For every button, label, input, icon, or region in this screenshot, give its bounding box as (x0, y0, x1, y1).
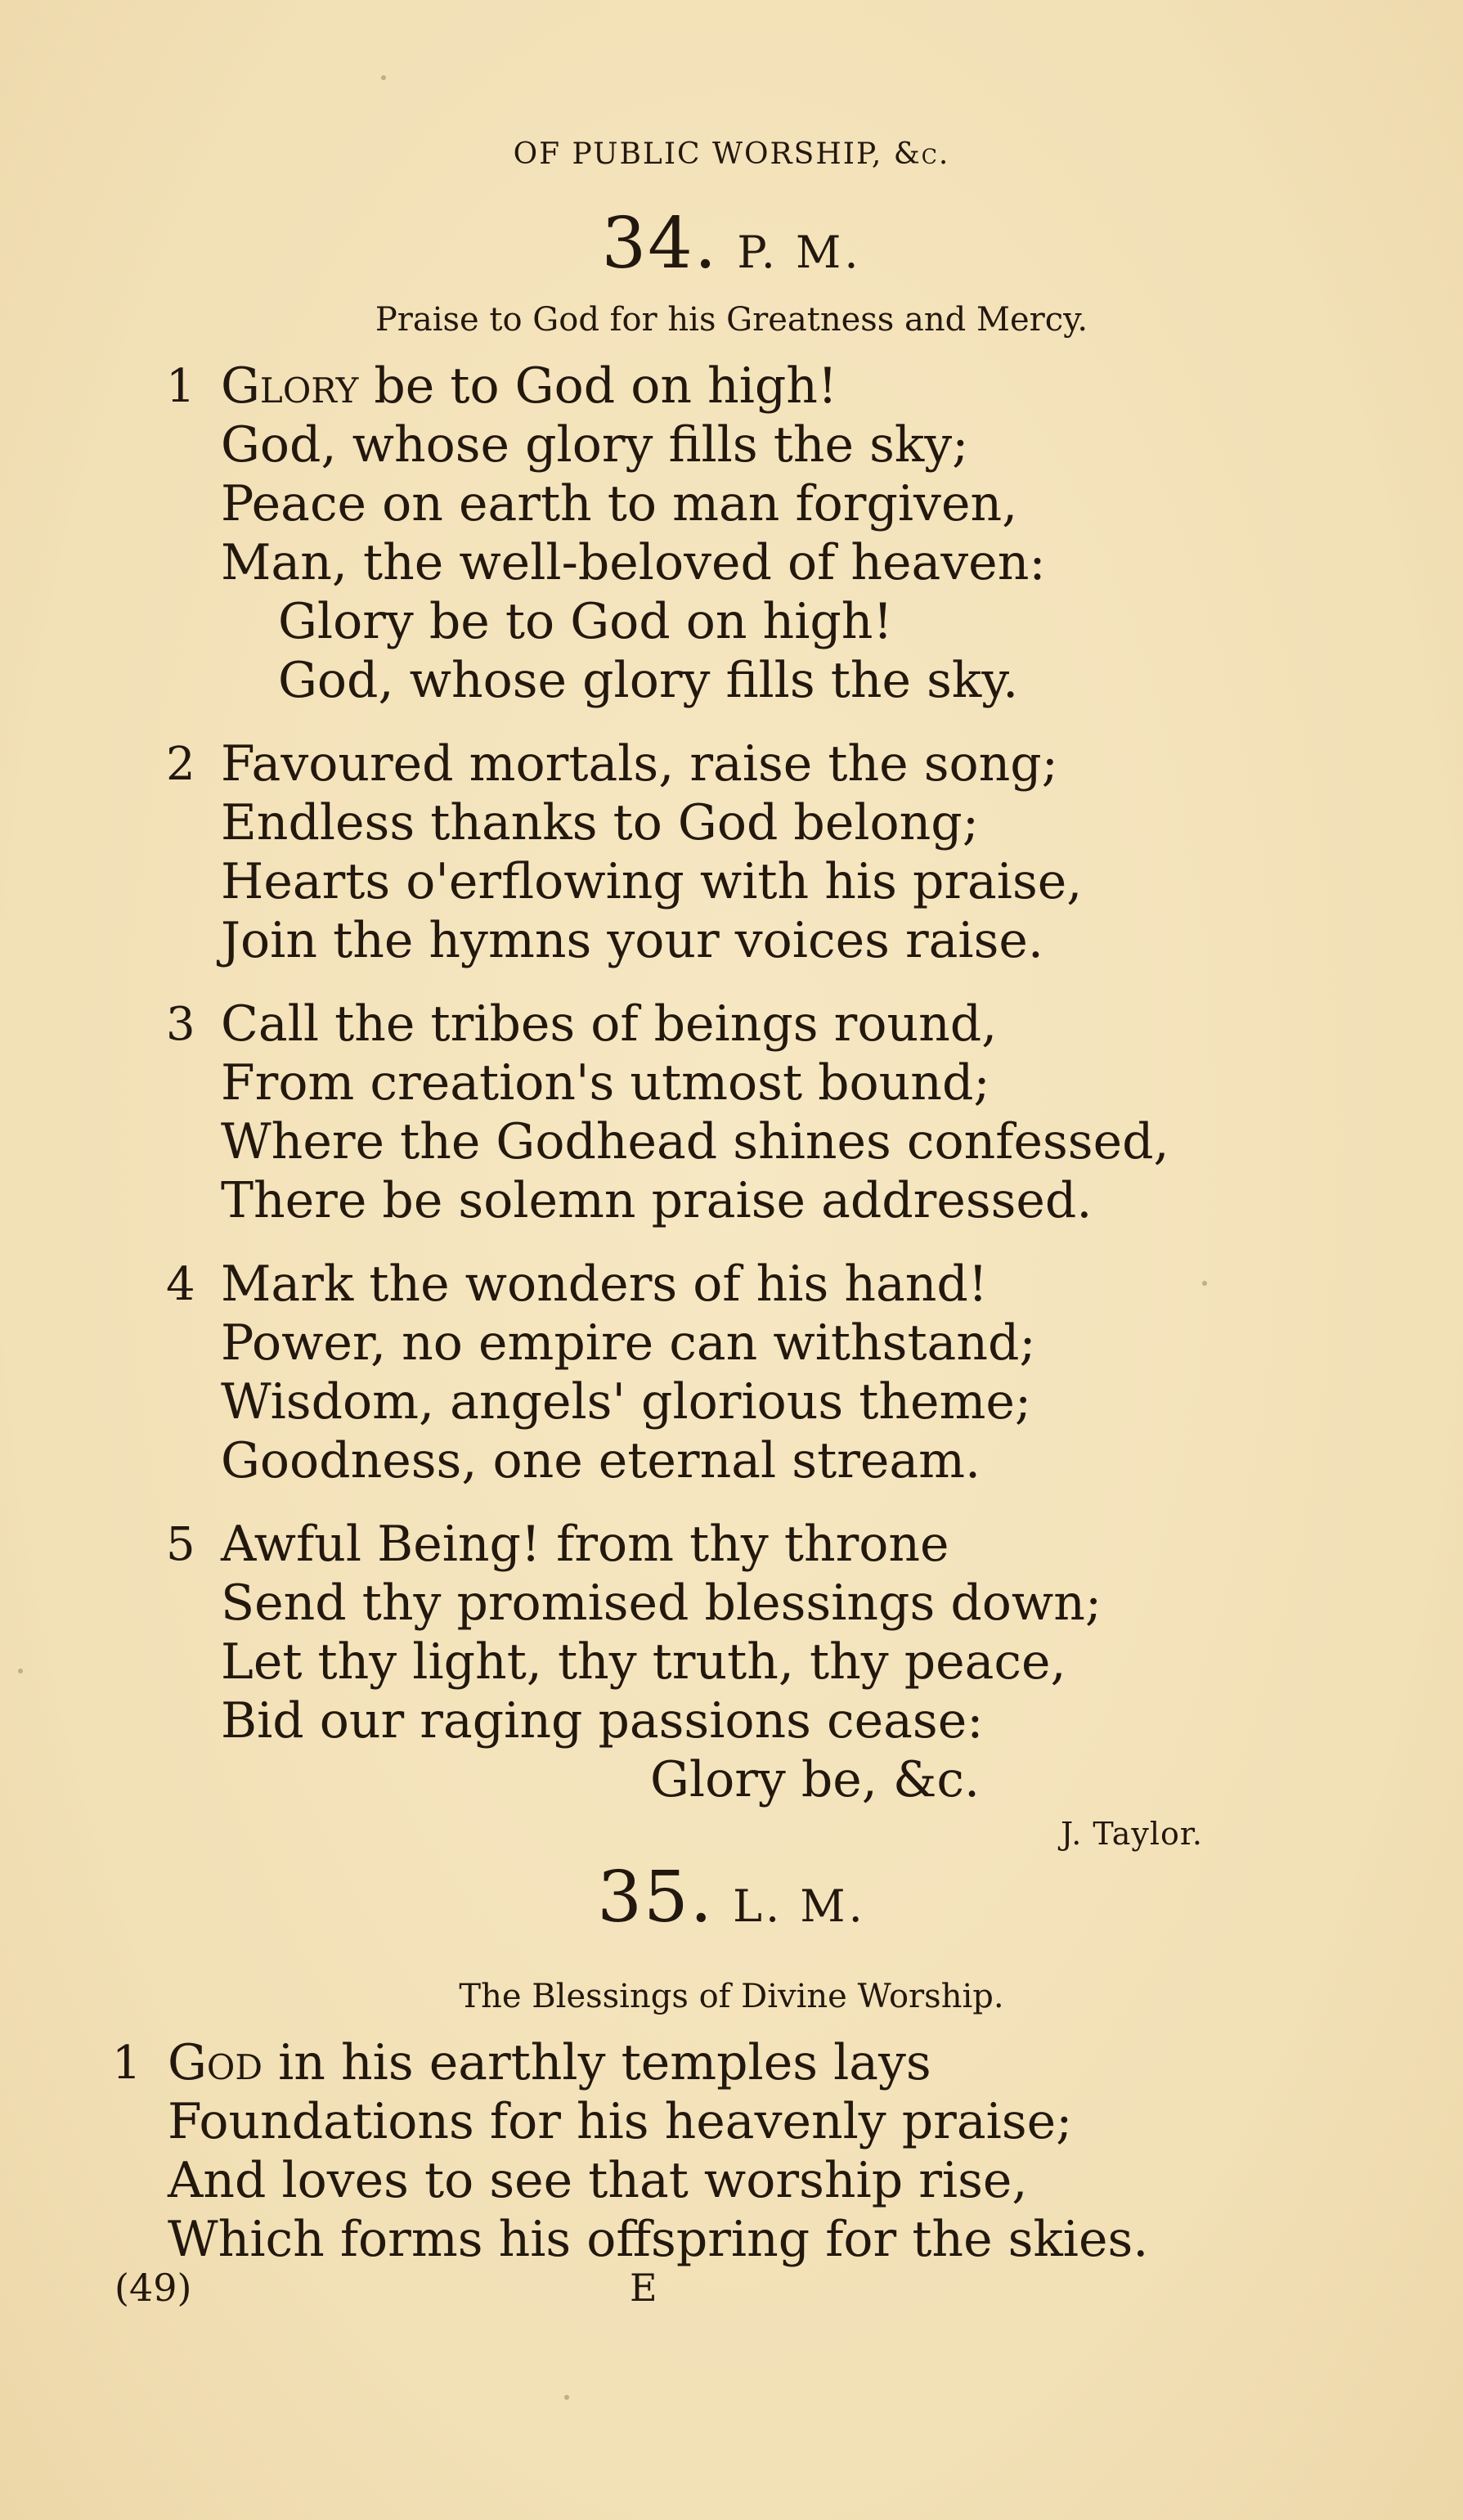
hymn-line: God in his earthly temples lays (168, 2034, 931, 2091)
verse-number: 4 (166, 1258, 195, 1311)
hymn-line: Mark the wonders of his hand! (221, 1256, 988, 1313)
verse-number: 3 (166, 998, 195, 1051)
signature-mark: E (630, 2266, 657, 2310)
hymn-line: Glory be to God on high! (278, 593, 893, 650)
verse-number: 1 (166, 360, 195, 413)
hymn-line: Bid our raging passions cease: (221, 1692, 984, 1750)
hymn-line: Power, no empire can withstand; (221, 1314, 1036, 1372)
verse-number: 5 (166, 1518, 195, 1571)
hymn-line: Awful Being! from thy throne (221, 1516, 949, 1573)
hymn-line: Glory be, &c. (650, 1751, 981, 1808)
paper-speck (564, 2395, 569, 2400)
hymn-line: Goodness, one eternal stream. (221, 1432, 981, 1489)
hymn-number: 35. (597, 1857, 715, 1938)
hymn-line: There be solemn praise addressed. (221, 1172, 1093, 1229)
running-head: OF PUBLIC WORSHIP, &c. (513, 137, 950, 171)
hymn-line: Man, the well-beloved of heaven: (221, 534, 1046, 591)
hymn-line: From creation's utmost bound; (221, 1054, 990, 1112)
hymn-meter: P. M. (737, 227, 862, 278)
paper-speck (1202, 1281, 1207, 1286)
hymn-line: Foundations for his heavenly praise; (168, 2093, 1073, 2150)
hymn-line: Peace on earth to man forgiven, (221, 475, 1018, 532)
hymn-meter: L. M. (733, 1880, 866, 1932)
first-word: God (168, 2034, 263, 2091)
hymn-line: Endless thanks to God belong; (221, 794, 979, 851)
hymn-34-author: J. Taylor. (1060, 1816, 1203, 1852)
hymn-line: Send thy promised blessings down; (221, 1574, 1102, 1632)
paper-speck (18, 1669, 23, 1673)
hymn-35-subtitle: The Blessings of Divine Worship. (459, 1978, 1004, 2015)
hymn-line: Favoured mortals, raise the song; (221, 735, 1058, 793)
verse-number: 2 (166, 738, 195, 791)
hymn-line: Call the tribes of beings round, (221, 995, 998, 1053)
verse-number: 1 (112, 2037, 141, 2090)
hymn-line: Let thy light, thy truth, thy peace, (221, 1633, 1066, 1691)
paper-speck (381, 75, 386, 80)
hymn-line: And loves to see that worship rise, (168, 2152, 1028, 2209)
hymn-line: Join the hymns your voices raise. (221, 912, 1043, 969)
hymn-34-heading (0, 203, 1463, 285)
hymn-line: God, whose glory fills the sky; (221, 416, 969, 474)
hymn-number: 34. (601, 203, 719, 285)
hymn-35-heading (0, 1857, 1463, 1938)
hymn-line: Wisdom, angels' glorious theme; (221, 1373, 1032, 1431)
hymn-line: Which forms his offspring for the skies. (168, 2211, 1149, 2268)
hymn-line: Glory be to God on high! (221, 357, 838, 415)
first-word: Glory (221, 357, 359, 415)
page-number: (49) (114, 2266, 192, 2310)
hymn-line: Where the Godhead shines confessed, (221, 1113, 1169, 1170)
hymn-34-subtitle: Praise to God for his Greatness and Mercy. (375, 301, 1088, 339)
hymn-line: God, whose glory fills the sky. (278, 652, 1019, 709)
hymn-line: Hearts o'erflowing with his praise, (221, 853, 1083, 910)
